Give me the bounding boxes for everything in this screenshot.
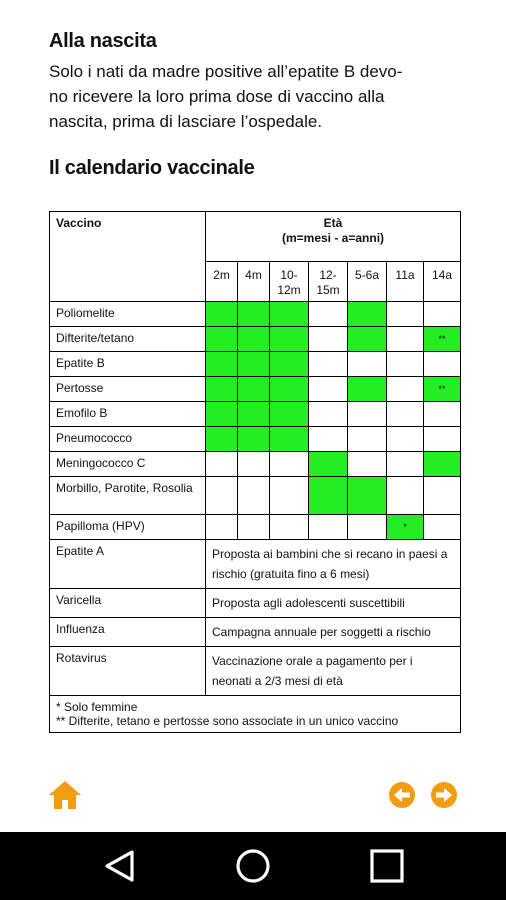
dose-cell-empty xyxy=(424,302,461,327)
dose-cell-scheduled xyxy=(238,327,270,352)
dose-cell-empty xyxy=(424,352,461,377)
vaccine-name: Poliomelite xyxy=(50,302,206,327)
home-circle-icon[interactable] xyxy=(213,832,293,900)
dose-cell-empty xyxy=(309,402,348,427)
vaccine-schedule-table xyxy=(49,211,461,733)
footnote-female: * Solo femmine xyxy=(56,700,138,714)
system-navigation-bar xyxy=(0,832,506,900)
vaccine-note-row xyxy=(50,618,461,647)
age-label: 14a xyxy=(431,268,453,282)
vaccine-name: Meningococco C xyxy=(50,452,206,477)
dose-cell-empty xyxy=(309,377,348,402)
vaccine-name: Varicella xyxy=(50,589,206,618)
dose-cell-empty xyxy=(424,515,461,540)
age-label: 4m xyxy=(245,268,262,282)
vaccine-row xyxy=(50,302,461,327)
dose-cell-empty xyxy=(309,327,348,352)
section-title-calendario: Il calendario vaccinale xyxy=(49,157,255,179)
dose-cell-empty xyxy=(387,302,424,327)
age-label: 2m xyxy=(213,268,230,282)
dose-cell-scheduled xyxy=(206,352,238,377)
dose-cell-empty xyxy=(387,327,424,352)
dose-cell-empty xyxy=(348,427,387,452)
age-label: 15m xyxy=(316,283,340,297)
dose-cell-empty xyxy=(238,477,270,515)
dose-cell-empty xyxy=(309,515,348,540)
dose-cell-empty xyxy=(206,452,238,477)
vaccine-name: Emofilo B xyxy=(50,402,206,427)
dose-cell-empty xyxy=(387,427,424,452)
header-age-subtitle: (m=mesi - a=anni) xyxy=(281,231,385,245)
dose-cell-scheduled xyxy=(238,377,270,402)
dose-cell-empty xyxy=(309,352,348,377)
dose-cell-empty xyxy=(206,515,238,540)
header-age xyxy=(206,212,461,262)
section-title-nascita: Alla nascita xyxy=(49,30,157,52)
dose-cell-scheduled xyxy=(206,377,238,402)
back-triangle-icon[interactable] xyxy=(80,832,160,900)
dose-cell-scheduled xyxy=(309,452,348,477)
dose-cell-empty xyxy=(238,515,270,540)
arrow-left-icon[interactable] xyxy=(387,780,417,810)
vaccine-name: Epatite B xyxy=(50,352,206,377)
dose-cell-empty xyxy=(270,452,309,477)
dose-cell-empty xyxy=(387,452,424,477)
recents-square-icon[interactable] xyxy=(347,832,427,900)
vaccine-name: Pneumococco xyxy=(50,427,206,452)
age-label: 11a xyxy=(395,268,415,282)
dose-cell-scheduled xyxy=(309,477,348,515)
vaccine-row xyxy=(50,402,461,427)
age-label: 10- xyxy=(280,268,298,282)
dose-cell-scheduled xyxy=(238,402,270,427)
dose-cell-scheduled xyxy=(206,402,238,427)
age-column-header xyxy=(238,262,270,302)
dose-cell-empty xyxy=(348,515,387,540)
dose-cell-scheduled xyxy=(206,302,238,327)
vaccine-note-row xyxy=(50,540,461,589)
vaccine-name: Influenza xyxy=(50,618,206,647)
dose-cell-scheduled xyxy=(238,352,270,377)
vaccine-note: Campagna annuale per soggetti a rischio xyxy=(206,618,461,647)
paragraph-line: nascita, prima di lasciare l’ospedale. xyxy=(49,112,323,131)
dose-cell-empty xyxy=(424,477,461,515)
dose-cell-empty xyxy=(348,452,387,477)
dose-cell-scheduled: ** xyxy=(424,327,461,352)
dose-cell-scheduled xyxy=(206,327,238,352)
dose-cell-scheduled xyxy=(270,402,309,427)
section-paragraph xyxy=(49,59,469,134)
vaccine-row xyxy=(50,452,461,477)
age-column-header xyxy=(348,262,387,302)
age-label: 5-6a xyxy=(354,268,380,282)
header-vaccine: Vaccino xyxy=(50,212,206,302)
dose-cell-empty xyxy=(238,452,270,477)
footnotes xyxy=(50,696,461,733)
home-icon[interactable] xyxy=(47,779,83,811)
vaccine-name: Papilloma (HPV) xyxy=(50,515,206,540)
vaccine-name: Pertosse xyxy=(50,377,206,402)
paragraph-line: no ricevere la loro prima dose di vaccino alla xyxy=(49,87,385,106)
dose-cell-empty xyxy=(206,477,238,515)
vaccine-row xyxy=(50,352,461,377)
dose-cell-scheduled xyxy=(348,327,387,352)
dose-cell-empty xyxy=(387,377,424,402)
dose-cell-scheduled: ** xyxy=(424,377,461,402)
arrow-right-icon[interactable] xyxy=(429,780,459,810)
dose-cell-empty xyxy=(424,427,461,452)
header-age-title: Età xyxy=(323,216,343,230)
vaccine-row xyxy=(50,327,461,352)
vaccine-note: Proposta agli adolescenti suscettibili xyxy=(206,589,461,618)
vaccine-row xyxy=(50,515,461,540)
age-column-header xyxy=(309,262,348,302)
vaccine-note-row xyxy=(50,589,461,618)
vaccine-note-row xyxy=(50,647,461,696)
dose-cell-empty xyxy=(348,352,387,377)
dose-cell-scheduled xyxy=(270,427,309,452)
dose-cell-scheduled xyxy=(348,302,387,327)
dose-cell-empty xyxy=(309,427,348,452)
age-column-header xyxy=(270,262,309,302)
dose-cell-empty xyxy=(270,477,309,515)
age-label: 12m xyxy=(277,283,301,297)
dose-cell-empty xyxy=(309,302,348,327)
vaccine-row xyxy=(50,477,461,515)
dose-cell-scheduled xyxy=(270,327,309,352)
dose-cell-empty xyxy=(387,477,424,515)
dose-cell-scheduled xyxy=(270,302,309,327)
dose-cell-empty xyxy=(270,515,309,540)
vaccine-row xyxy=(50,377,461,402)
dose-cell-scheduled xyxy=(270,377,309,402)
paragraph-line: Solo i nati da madre positive all’epatite B devo- xyxy=(49,62,403,81)
dose-cell-scheduled xyxy=(238,302,270,327)
vaccine-name: Epatite A xyxy=(50,540,206,589)
dose-cell-empty xyxy=(348,402,387,427)
vaccine-name: Rotavirus xyxy=(50,647,206,696)
vaccine-note: Proposta ai bambini che si recano in paesi a rischio (gratuita fino a 6 mesi) xyxy=(206,540,461,589)
age-label: 12- xyxy=(319,268,337,282)
dose-cell-scheduled xyxy=(270,352,309,377)
dose-cell-scheduled: * xyxy=(387,515,424,540)
dose-cell-empty xyxy=(387,402,424,427)
vaccine-row xyxy=(50,427,461,452)
vaccine-name: Difterite/tetano xyxy=(50,327,206,352)
age-column-header xyxy=(206,262,238,302)
dose-cell-empty xyxy=(387,352,424,377)
age-column-header xyxy=(387,262,424,302)
dose-cell-scheduled xyxy=(238,427,270,452)
dose-cell-scheduled xyxy=(206,427,238,452)
dose-cell-empty xyxy=(424,402,461,427)
dose-cell-scheduled xyxy=(348,477,387,515)
footnote-combined: ** Difterite, tetano e pertosse sono associate in un unico vaccino xyxy=(56,714,399,728)
vaccine-note: Vaccinazione orale a pagamento per i neonati a 2/3 mesi di età xyxy=(206,647,461,696)
dose-cell-scheduled xyxy=(424,452,461,477)
age-column-header xyxy=(424,262,461,302)
dose-cell-scheduled xyxy=(348,377,387,402)
vaccine-name: Morbillo, Parotite, Rosolia xyxy=(50,477,206,515)
